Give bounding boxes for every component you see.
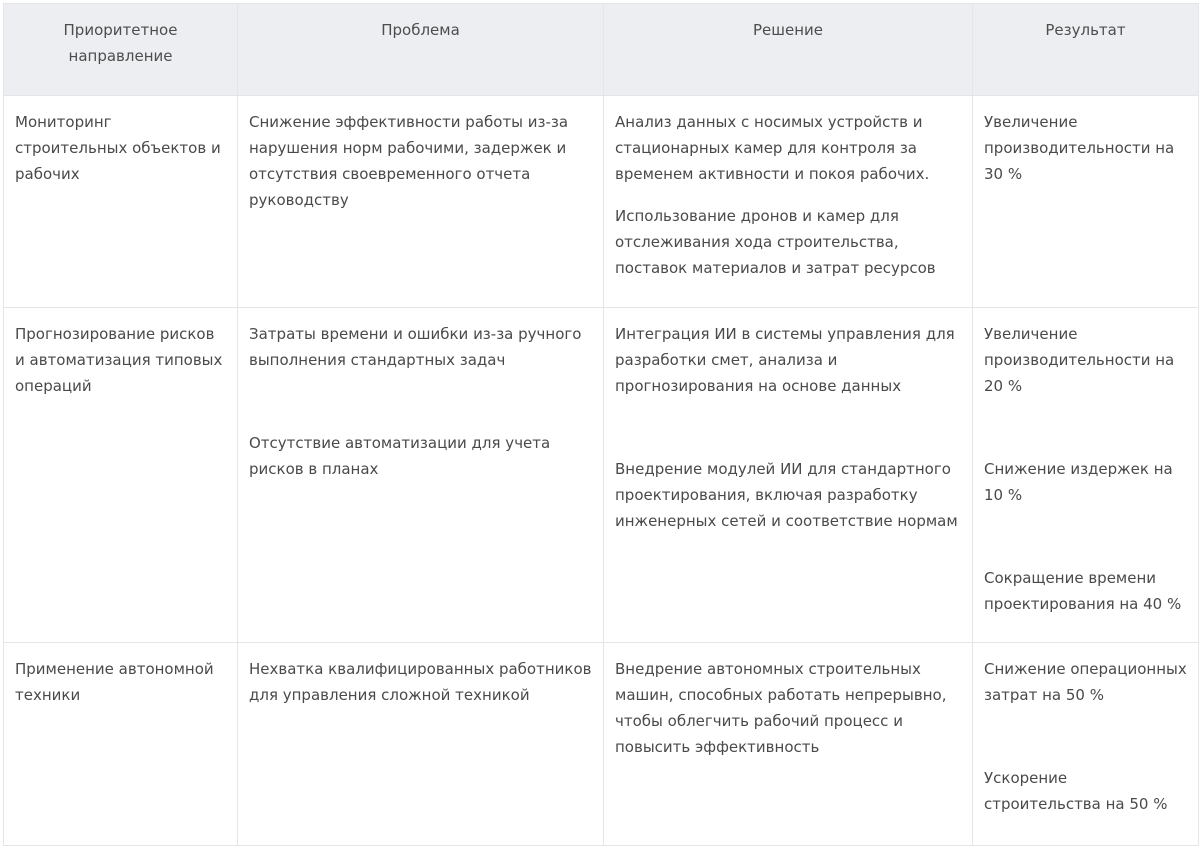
table-row xyxy=(4,96,1199,308)
cell-direction xyxy=(4,643,238,846)
direction-text: Мониторинг строительных объектов и рабочих xyxy=(15,113,221,183)
direction-text: Применение автономной техники xyxy=(15,660,214,704)
cell-result xyxy=(973,308,1199,643)
cell-solution xyxy=(604,308,973,643)
solution-text: Анализ данных с носимых устройств и стационарных камер для контроля за временем активности и покоя рабочих. xyxy=(615,113,930,183)
table-body xyxy=(4,96,1199,846)
table-row xyxy=(4,643,1199,846)
problem-text: Нехватка квалифицированных работников для управления сложной техникой xyxy=(249,660,592,704)
cell-result xyxy=(973,96,1199,308)
cell-direction xyxy=(4,96,238,308)
result-text: Ускорение строительства на 50 % xyxy=(984,769,1168,813)
table-row xyxy=(4,308,1199,643)
cell-problem xyxy=(238,96,604,308)
header-direction: Приоритетное направление xyxy=(4,4,238,96)
cell-solution xyxy=(604,96,973,308)
cell-problem xyxy=(238,308,604,643)
cell-direction xyxy=(4,308,238,643)
problem-text: Отсутствие автоматизации для учета рисков в планах xyxy=(249,434,551,478)
header-result: Результат xyxy=(973,4,1199,96)
direction-text: Прогнозирование рисков и автоматизация типовых операций xyxy=(15,325,223,395)
table-header xyxy=(4,4,1199,96)
priority-table xyxy=(3,3,1199,846)
solution-text: Использование дронов и камер для отслеживания хода строительства, поставок материалов и затрат ресурсов xyxy=(615,207,936,277)
header-solution: Решение xyxy=(604,4,973,96)
result-text: Сокращение времени проектирования на 40 % xyxy=(984,569,1182,613)
problem-text: Затраты времени и ошибки из-за ручного выполнения стандартных задач xyxy=(249,325,582,369)
result-text: Снижение издержек на 10 % xyxy=(984,460,1173,504)
solution-text: Интеграция ИИ в системы управления для разработки смет, анализа и прогнозирования на основе данных xyxy=(615,325,955,395)
result-text: Снижение операционных затрат на 50 % xyxy=(984,660,1187,704)
header-problem: Проблема xyxy=(238,4,604,96)
result-text: Увеличение производительности на 30 % xyxy=(984,113,1175,183)
result-text: Увеличение производительности на 20 % xyxy=(984,325,1175,395)
solution-text: Внедрение автономных строительных машин, способных работать непрерывно, чтобы облегчить рабочий процесс и повысить эффективность xyxy=(615,660,947,756)
cell-problem xyxy=(238,643,604,846)
cell-result xyxy=(973,643,1199,846)
header-row xyxy=(4,4,1199,96)
solution-text: Внедрение модулей ИИ для стандартного проектирования, включая разработку инженерных сетей и соответствие нормам xyxy=(615,460,958,530)
problem-text: Снижение эффективности работы из-за нарушения норм рабочими, задержек и отсутствия своевременного отчета руководству xyxy=(249,113,569,209)
cell-solution xyxy=(604,643,973,846)
